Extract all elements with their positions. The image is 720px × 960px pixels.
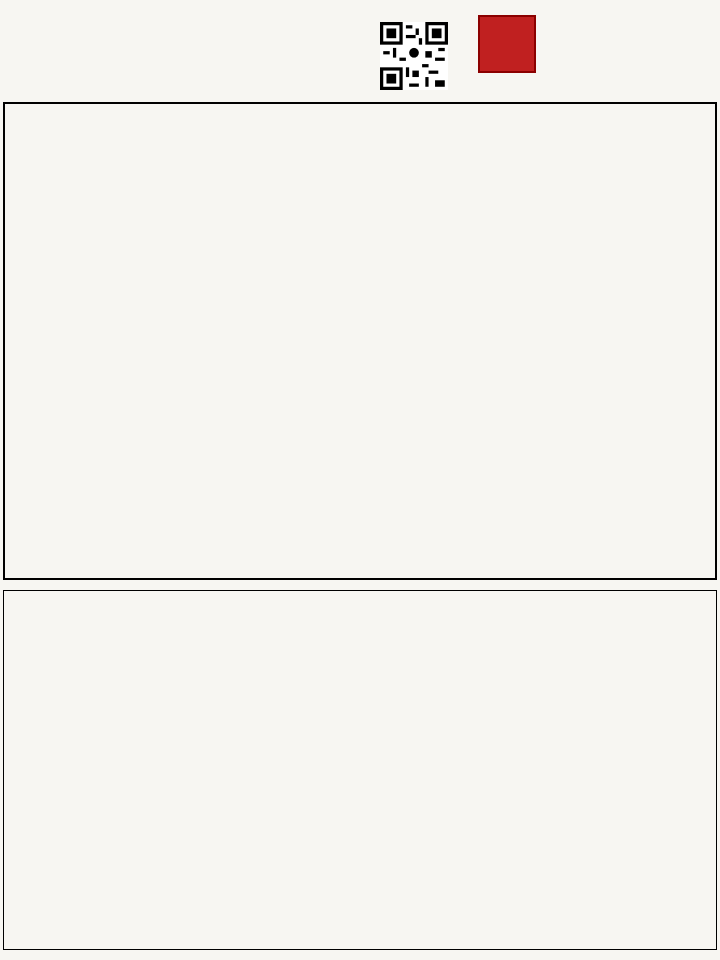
- year-table: [3, 590, 717, 950]
- seal-stamp: [478, 15, 536, 73]
- four-pillars-chart: [3, 102, 717, 580]
- qr-code-icon[interactable]: [380, 22, 448, 90]
- header: [0, 0, 720, 100]
